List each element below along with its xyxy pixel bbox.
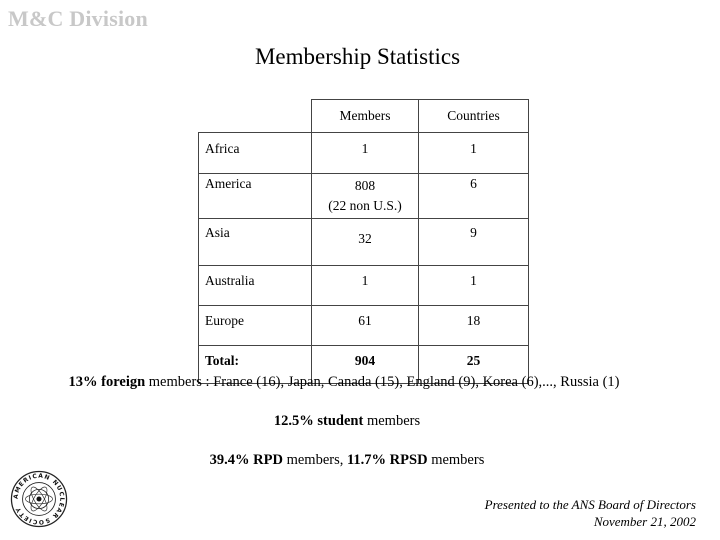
table-row <box>199 266 529 306</box>
table-row <box>199 174 529 219</box>
countries-cell: 1 <box>419 266 529 306</box>
ans-seal-icon <box>10 470 68 528</box>
rpsd-percent: 11.7% RPSD <box>346 452 428 468</box>
presentation-credits <box>485 496 696 530</box>
rpd-members-note <box>0 452 707 469</box>
credits-line-1: Presented to the ANS Board of Directors <box>484 497 696 512</box>
members-cell: 32 <box>312 219 419 266</box>
credits-date: November 21, 2002 <box>593 514 696 529</box>
total-countries-cell: 25 <box>419 346 529 384</box>
rpsd-detail: members <box>427 452 485 468</box>
membership-table <box>198 99 529 384</box>
student-members-note <box>0 413 707 430</box>
table-header-row <box>199 100 529 133</box>
countries-cell: 9 <box>419 219 529 266</box>
region-cell: Asia <box>199 219 312 266</box>
region-cell: Australia <box>199 266 312 306</box>
student-percent: 12.5% student <box>273 413 364 429</box>
foreign-members-note <box>0 374 704 391</box>
foreign-detail: members : France (16), Japan, Canada (15), England (9), Korea (6),..., Russia (1) <box>145 374 620 390</box>
student-detail: members <box>363 413 421 429</box>
total-label-cell: Total: <box>199 346 312 384</box>
header-countries: Countries <box>419 100 529 133</box>
header-corner-cell <box>199 100 312 133</box>
table-row <box>199 219 529 266</box>
seal-text: AMERICAN NUCLEAR SOCIETY <box>12 472 66 526</box>
members-cell: 1 <box>312 266 419 306</box>
countries-cell: 18 <box>419 306 529 346</box>
members-cell: 1 <box>312 133 419 174</box>
rpd-detail: members, <box>282 452 347 468</box>
members-cell <box>312 174 419 219</box>
division-label: M&C Division <box>8 6 148 31</box>
region-cell: Europe <box>199 306 312 346</box>
rpd-percent: 39.4% RPD <box>209 452 283 468</box>
countries-cell: 6 <box>419 174 529 219</box>
region-cell: Africa <box>199 133 312 174</box>
total-members-cell: 904 <box>312 346 419 384</box>
header-members: Members <box>312 100 419 133</box>
table-row <box>199 133 529 174</box>
page-title: Membership Statistics <box>254 44 461 69</box>
members-value: 808 <box>354 178 376 193</box>
members-note: (22 non U.S.) <box>328 198 402 213</box>
table-row <box>199 306 529 346</box>
countries-cell: 1 <box>419 133 529 174</box>
members-cell: 61 <box>312 306 419 346</box>
region-cell: America <box>199 174 312 219</box>
foreign-percent: 13% foreign <box>68 374 146 390</box>
